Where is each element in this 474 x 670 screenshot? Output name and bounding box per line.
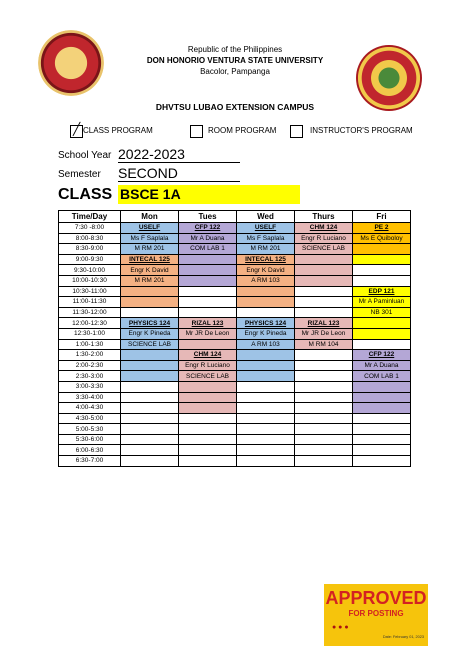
time-cell: 12:30-1:00 [59,328,121,339]
schedule-cell [295,254,353,265]
schedule-cell [353,254,411,265]
schedule-cell [353,265,411,276]
schedule-cell [121,381,179,392]
class-value: BSCE 1A [118,185,300,204]
time-cell: 5:30-6:00 [59,434,121,445]
schedule-cell [295,371,353,382]
schedule-cell: Mr A Duana [179,233,237,244]
schedule-cell: A RM 103 [237,275,295,286]
room-program-label: ROOM PROGRAM [208,126,277,135]
table-row [59,339,411,350]
table-row [59,233,411,244]
schedule-cell [237,434,295,445]
schedule-cell [121,424,179,435]
schedule-cell: Mr A Paminluan [353,297,411,308]
schedule-cell [237,445,295,456]
header-wed: Wed [237,211,295,223]
schedule-cell [179,275,237,286]
table-row [59,403,411,414]
schedule-cell [121,413,179,424]
table-row [59,381,411,392]
schedule-cell [353,424,411,435]
schedule-cell: CHM 124 [179,350,237,361]
schedule-cell: Engr K David [121,265,179,276]
schedule-cell [353,318,411,329]
room-program-checkbox[interactable] [190,125,203,138]
schedule-cell [179,286,237,297]
header-thurs: Thurs [295,211,353,223]
time-cell: 8:30-9:00 [59,244,121,255]
schedule-cell [237,307,295,318]
schedule-cell: M RM 201 [237,244,295,255]
schedule-cell: SCIENCE LAB [121,339,179,350]
table-row [59,413,411,424]
schedule-cell [295,424,353,435]
schedule-cell [237,456,295,467]
header-mon: Mon [121,211,179,223]
schedule-cell: INTECAL 125 [237,254,295,265]
schedule-cell: A RM 103 [237,339,295,350]
class-label: CLASS [58,186,113,203]
schedule-cell [179,265,237,276]
approved-title: APPROVED [325,588,427,608]
schedule-cell [121,434,179,445]
schedule-cell [179,307,237,318]
table-row [59,286,411,297]
time-cell: 11:00-11:30 [59,297,121,308]
university-name: DON HONORIO VENTURA STATE UNIVERSITY [146,56,324,65]
schedule-cell: Engr K David [237,265,295,276]
schedule-cell [237,350,295,361]
table-row [59,265,411,276]
schedule-cell [179,424,237,435]
schedule-cell [295,307,353,318]
campus-name: DHVTSU LUBAO EXTENSION CAMPUS [155,102,315,112]
schedule-cell [121,297,179,308]
schedule-cell [353,381,411,392]
table-row [59,371,411,382]
schedule-cell [179,413,237,424]
schedule-cell: Ms E Quiboloy [353,233,411,244]
time-cell: 9:00-9:30 [59,254,121,265]
schedule-cell [353,434,411,445]
schedule-cell: SCIENCE LAB [295,244,353,255]
instructor-program-checkbox[interactable] [290,125,303,138]
school-year-value: 2022-2023 [118,146,240,163]
schedule-cell: CFP 122 [179,223,237,234]
table-row [59,297,411,308]
schedule-cell [295,381,353,392]
semester-value: SECOND [118,165,240,182]
schedule-cell [237,392,295,403]
schedule-cell [121,286,179,297]
table-header-row [59,211,411,223]
time-cell: 12:00-12:30 [59,318,121,329]
schedule-cell: Mr A Duana [353,360,411,371]
time-cell: 2:00-2:30 [59,360,121,371]
schedule-cell [179,339,237,350]
schedule-cell [353,403,411,414]
schedule-cell [121,445,179,456]
schedule-cell [179,434,237,445]
schedule-cell [295,265,353,276]
time-cell: 4:30-5:00 [59,413,121,424]
schedule-cell [121,360,179,371]
table-row [59,456,411,467]
schedule-cell: M RM 201 [121,275,179,286]
schedule-cell [353,244,411,255]
time-cell: 8:00-8:30 [59,233,121,244]
table-row [59,328,411,339]
table-row [59,307,411,318]
semester-label: Semester [58,169,101,180]
schedule-cell: Mr JR De Leon [179,328,237,339]
time-cell: 1:00-1:30 [59,339,121,350]
time-cell: 1:30-2:00 [59,350,121,361]
time-cell: 4:00-4:30 [59,403,121,414]
schedule-cell [121,403,179,414]
schedule-cell [295,445,353,456]
schedule-cell [237,403,295,414]
schedule-cell [237,413,295,424]
schedule-cell [353,413,411,424]
schedule-cell: INTECAL 125 [121,254,179,265]
table-row [59,350,411,361]
schedule-table [58,210,411,467]
schedule-cell: Ms F Saplala [121,233,179,244]
table-row [59,424,411,435]
schedule-cell [179,297,237,308]
schedule-cell: PE 2 [353,223,411,234]
schedule-cell: Ms F Saplala [237,233,295,244]
table-row [59,275,411,286]
schedule-cell [295,297,353,308]
schedule-cell: USELF [237,223,295,234]
campus-seal-right [356,45,422,111]
schedule-cell [295,286,353,297]
schedule-cell [121,307,179,318]
schedule-cell: Engr R Luciano [179,360,237,371]
schedule-cell [295,360,353,371]
class-program-checkbox[interactable] [70,122,83,138]
time-cell: 5:00-5:30 [59,424,121,435]
table-row [59,244,411,255]
schedule-cell [179,254,237,265]
schedule-cell: Engr R Luciano [295,233,353,244]
schedule-cell [237,424,295,435]
table-row [59,223,411,234]
school-year-label: School Year [58,150,112,161]
schedule-cell [179,445,237,456]
approved-date: Date: February 01, 2023 [382,635,424,639]
table-row [59,254,411,265]
table-row [59,434,411,445]
schedule-cell [295,392,353,403]
schedule-cell [295,350,353,361]
schedule-cell [179,403,237,414]
schedule-cell: CHM 124 [295,223,353,234]
approved-subtitle: FOR POSTING [348,609,404,618]
time-cell: 3:30-4:00 [59,392,121,403]
table-row [59,318,411,329]
time-cell: 10:00-10:30 [59,275,121,286]
schedule-cell [295,434,353,445]
checkmark-icon: ╱ [73,122,81,136]
schedule-cell [295,413,353,424]
schedule-cell: RIZAL 123 [179,318,237,329]
stamp-logos-icon: ● ● ● [332,624,349,631]
schedule-cell: RIZAL 123 [295,318,353,329]
schedule-cell [295,275,353,286]
schedule-cell: COM LAB 1 [179,244,237,255]
schedule-cell [353,328,411,339]
schedule-cell [179,392,237,403]
class-program-label: CLASS PROGRAM [83,126,153,135]
schedule-cell [121,350,179,361]
schedule-cell [237,297,295,308]
schedule-cell [353,445,411,456]
schedule-cell: COM LAB 1 [353,371,411,382]
schedule-cell [353,456,411,467]
time-cell: 6:30-7:00 [59,456,121,467]
time-cell: 11:30-12:00 [59,307,121,318]
schedule-cell [121,371,179,382]
schedule-cell: NB 301 [353,307,411,318]
time-cell: 2:30-3:00 [59,371,121,382]
header-time-day: Time/Day [59,211,121,223]
schedule-cell: PHYSICS 124 [121,318,179,329]
header-tues: Tues [179,211,237,223]
schedule-cell [237,360,295,371]
schedule-cell [353,275,411,286]
schedule-cell [179,456,237,467]
schedule-cell: SCIENCE LAB [179,371,237,382]
schedule-cell [121,456,179,467]
schedule-cell: CFP 122 [353,350,411,361]
time-cell: 10:30-11:00 [59,286,121,297]
time-cell: 9:30-10:00 [59,265,121,276]
header-fri: Fri [353,211,411,223]
time-cell: 7:30 -8:00 [59,223,121,234]
schedule-cell: Engr K Pineda [237,328,295,339]
schedule-cell [295,456,353,467]
instructor-program-label: INSTRUCTOR'S PROGRAM [310,126,413,135]
time-cell: 3:00-3:30 [59,381,121,392]
schedule-cell: USELF [121,223,179,234]
university-address: Bacolor, Pampanga [200,67,270,76]
schedule-cell [237,371,295,382]
table-row [59,445,411,456]
republic-line: Republic of the Philippines [187,45,283,54]
schedule-cell [179,381,237,392]
schedule-cell [237,286,295,297]
table-row [59,360,411,371]
time-cell: 6:00-6:30 [59,445,121,456]
schedule-cell: PHYSICS 124 [237,318,295,329]
table-row [59,392,411,403]
schedule-cell: M RM 201 [121,244,179,255]
schedule-cell: Mr JR De Leon [295,328,353,339]
schedule-cell [237,381,295,392]
schedule-cell [353,339,411,350]
schedule-cell: EDP 121 [353,286,411,297]
schedule-cell: Engr K Pineda [121,328,179,339]
schedule-cell [353,392,411,403]
schedule-cell: M RM 104 [295,339,353,350]
schedule-cell [295,403,353,414]
university-seal-left [38,30,104,96]
approved-stamp [324,584,428,646]
schedule-cell [121,392,179,403]
